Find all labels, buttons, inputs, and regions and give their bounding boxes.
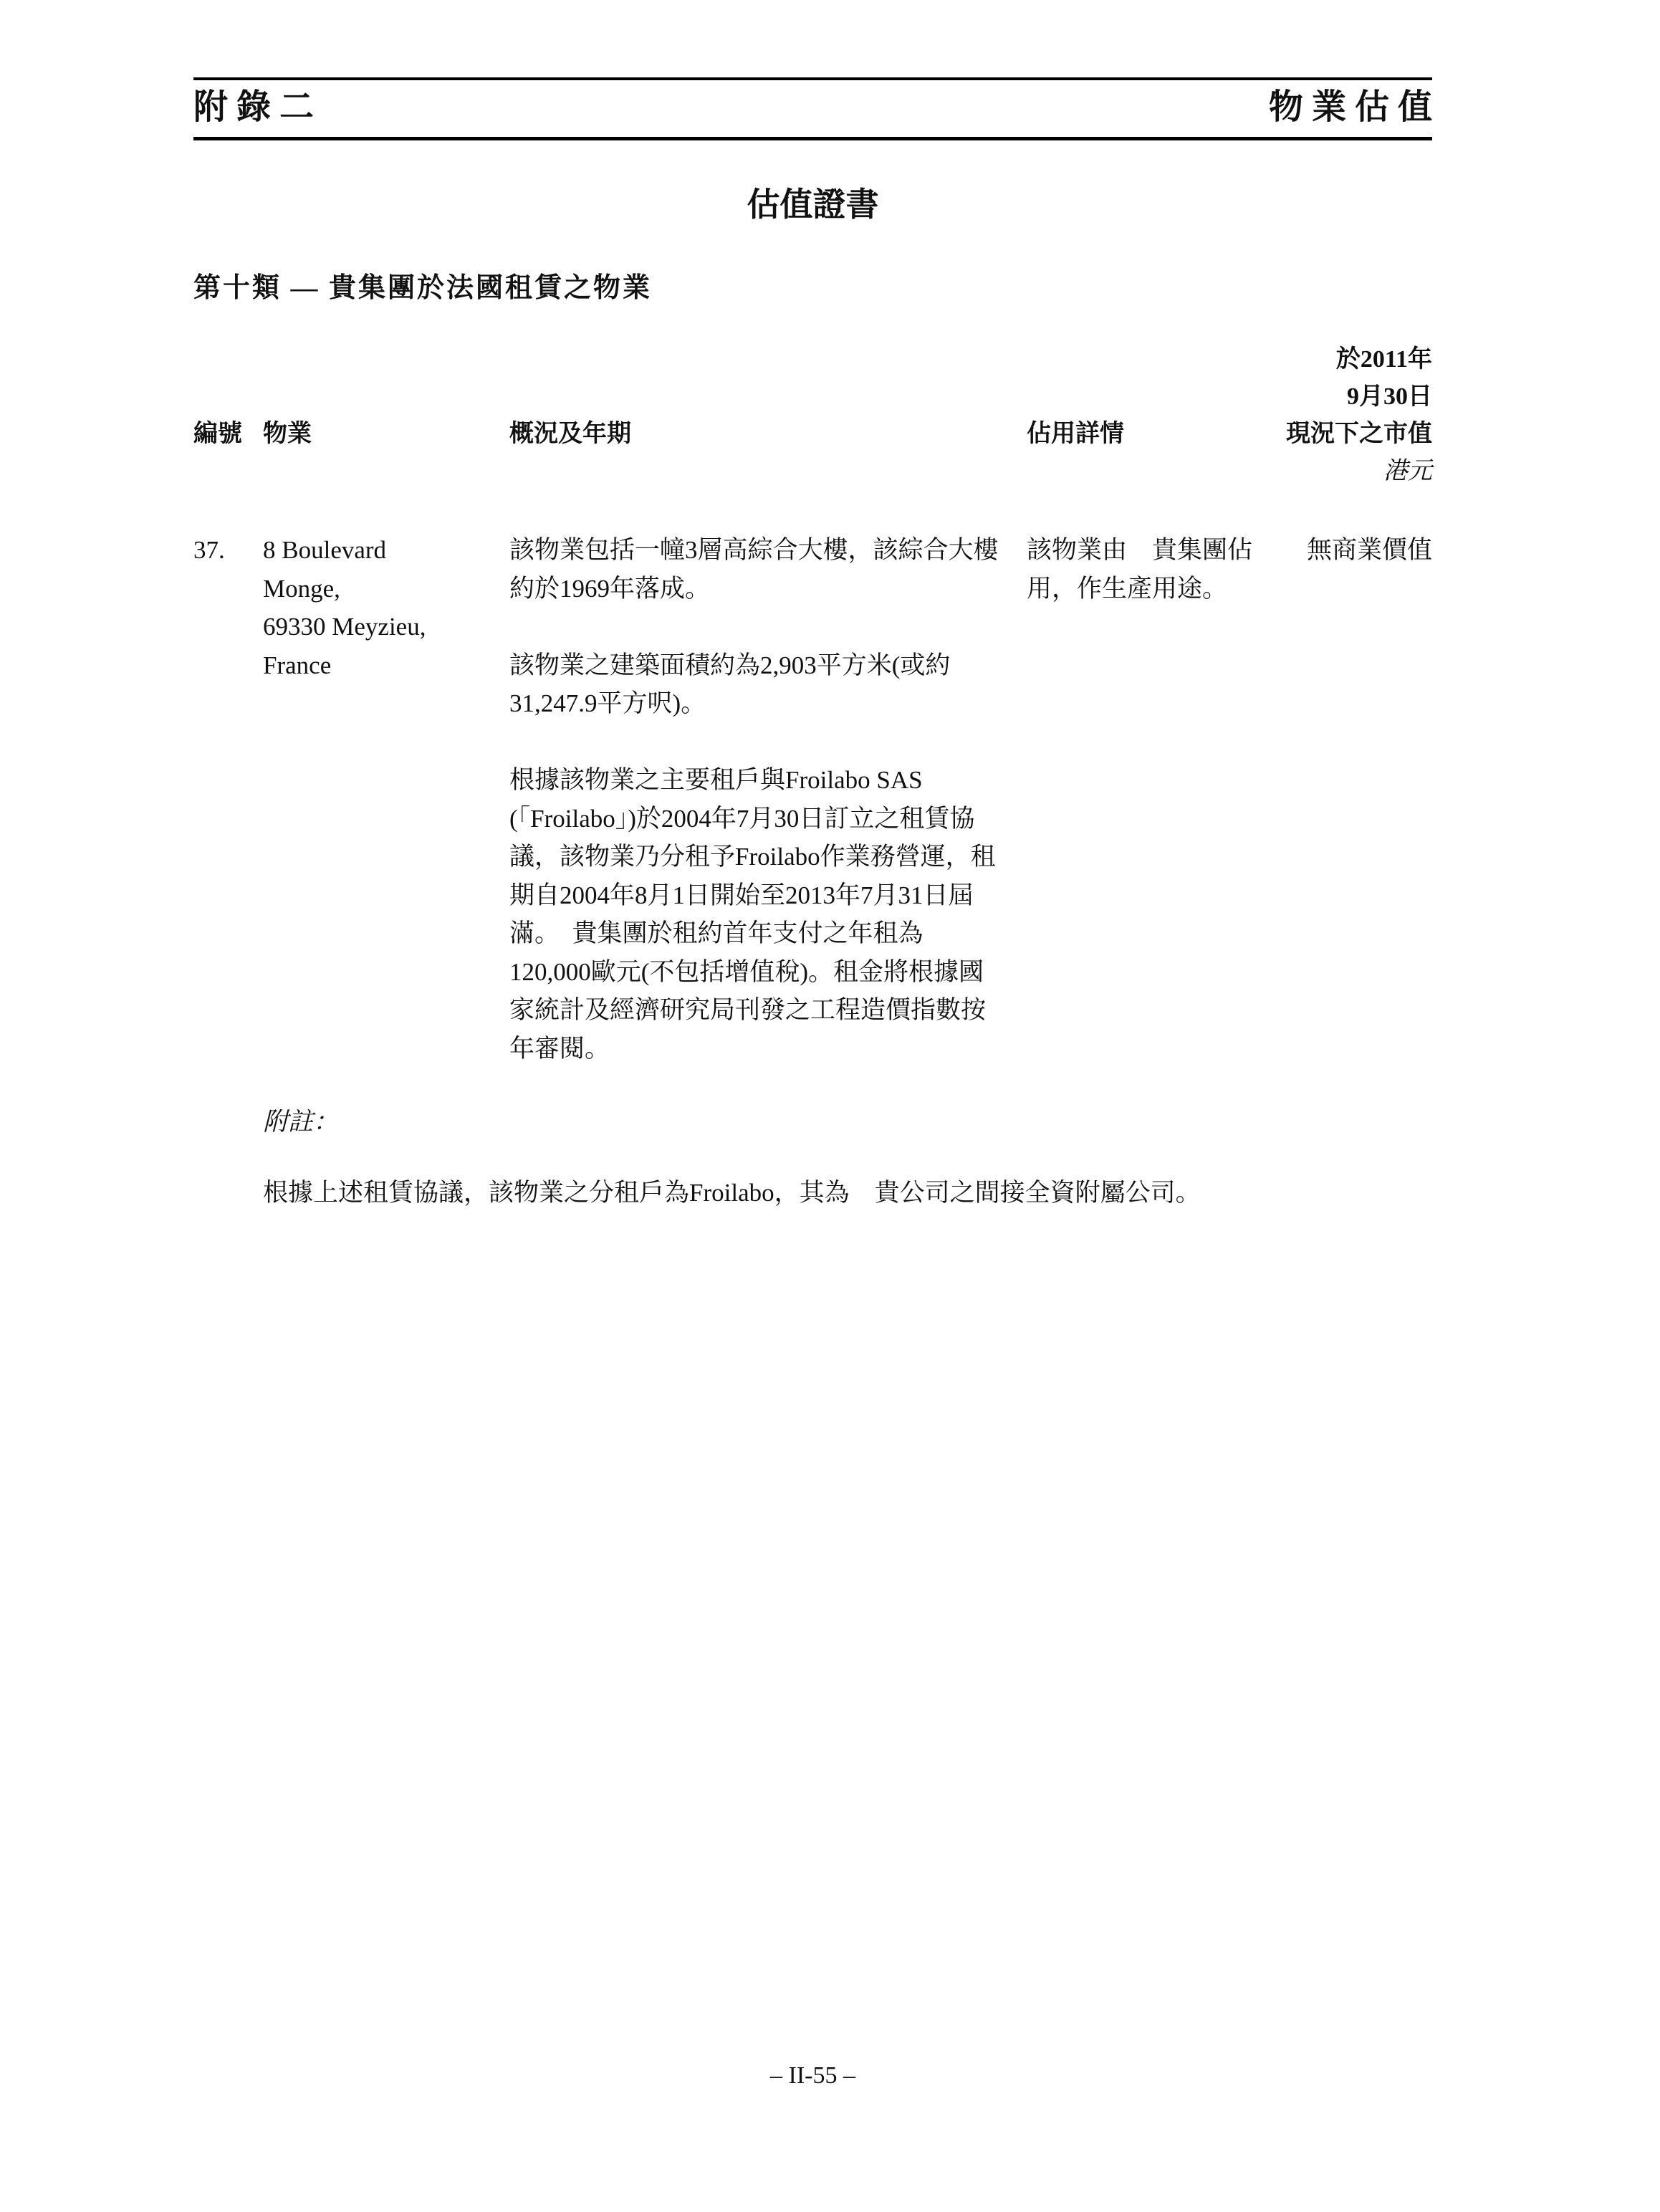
column-header-no: 編號 <box>193 421 242 447</box>
property-description <box>509 531 999 1068</box>
description-line: 家統計及經濟研究局刊發之工程造價指數按 <box>509 996 987 1024</box>
note-label: 附註： <box>263 1108 339 1136</box>
description-line: 該物業包括一幢3層高綜合大樓，該綜合大樓 <box>509 536 999 564</box>
value-currency-unit: 港元 <box>1383 458 1432 484</box>
page-number: – II-55 – <box>770 2062 855 2089</box>
page-title: 估值證書 <box>747 186 879 223</box>
description-paragraph <box>509 646 999 723</box>
description-line: 議，該物業乃分租予Froilabo作業務營運，租 <box>509 843 996 871</box>
header-top-rule <box>193 77 1432 80</box>
market-value: 無商業價值 <box>1306 536 1432 564</box>
note-text: 根據上述租賃協議，該物業之分租戶為Froilabo，其為 貴公司之間接全資附屬公司。 <box>263 1179 1201 1207</box>
description-line: 年審閱。 <box>509 1034 610 1063</box>
description-line: 滿。 貴集團於租約首年支付之年租為 <box>509 919 923 947</box>
value-header-line: 9月30日 <box>1347 383 1432 410</box>
description-line: 該物業之建築面積約為2,903平方米(或約 <box>509 651 951 679</box>
column-header-property: 物業 <box>263 421 312 447</box>
column-header-description: 概況及年期 <box>509 421 631 447</box>
header-bottom-rule <box>193 137 1432 140</box>
description-line: 120,000歐元(不包括增值稅)。租金將根據國 <box>509 957 984 986</box>
appendix-label: 附 錄 二 <box>193 88 315 126</box>
column-header-occupancy: 佔用詳情 <box>1027 421 1124 447</box>
occupancy-line: 用，作生產用途。 <box>1027 574 1228 603</box>
description-paragraph <box>509 761 999 1068</box>
section-label: 物 業 估 值 <box>1268 88 1432 126</box>
section-heading: 第十類 — 貴集團於法國租賃之物業 <box>193 273 653 303</box>
description-line: (「Froilabo」)於2004年7月30日訂立之租賃協 <box>509 804 975 833</box>
description-line: 31,247.9平方呎)。 <box>509 689 706 717</box>
address-line: 69330 Meyzieu, <box>263 613 426 641</box>
value-header-line: 現況下之市值 <box>1286 421 1432 447</box>
occupancy-line: 該物業由 貴集團佔 <box>1027 536 1253 564</box>
description-paragraph <box>509 531 999 608</box>
address-line: 8 Boulevard <box>263 536 387 564</box>
description-line: 期自2004年8月1日開始至2013年7月31日屆 <box>509 881 974 909</box>
value-header-line: 於2011年 <box>1335 346 1432 373</box>
occupancy-details <box>1027 531 1252 608</box>
address-line: Monge, <box>263 574 340 603</box>
description-line: 約於1969年落成。 <box>509 574 711 603</box>
value-column-header <box>1286 341 1432 490</box>
property-address <box>263 531 426 684</box>
address-line: France <box>263 651 332 679</box>
description-line: 根據該物業之主要租戶與Froilabo SAS <box>509 766 923 794</box>
row-number: 37. <box>193 536 225 564</box>
